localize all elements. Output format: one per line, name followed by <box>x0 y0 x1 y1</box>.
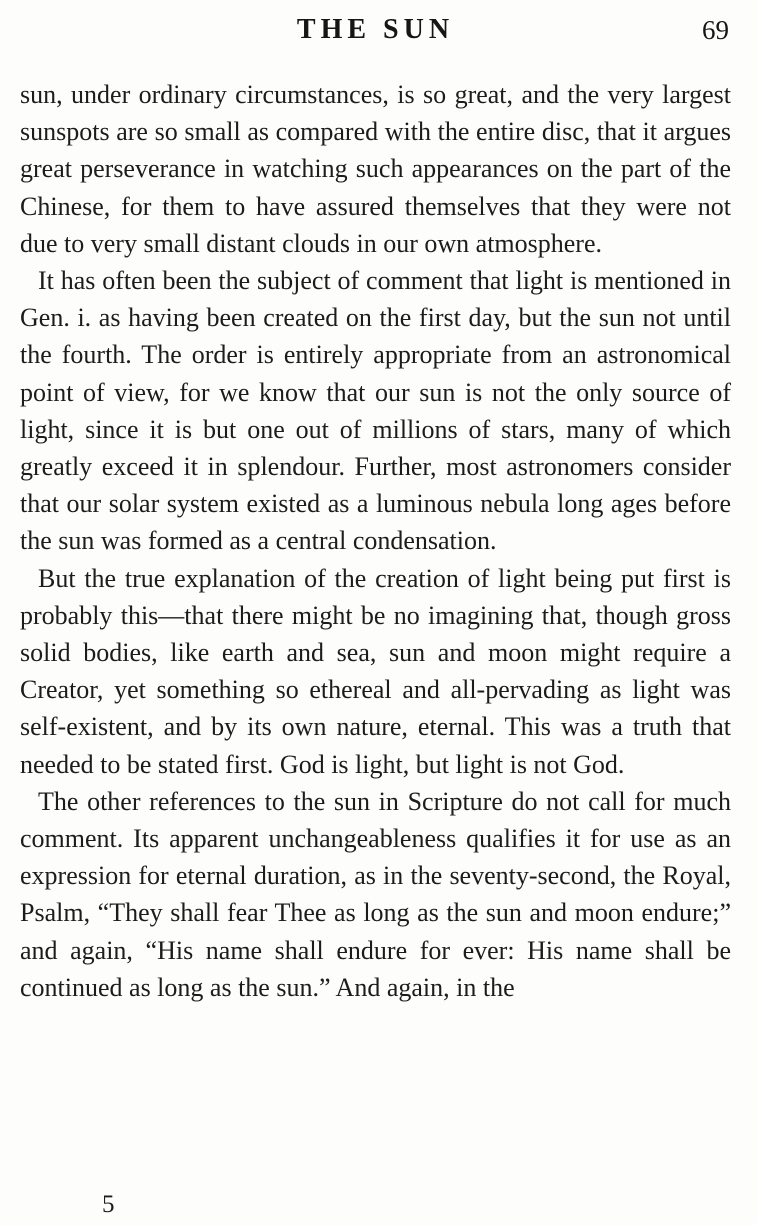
page-header <box>20 14 731 58</box>
paragraph: The other references to the sun in Scripture do not call for much comment. Its apparent unchangeableness qualifies it for use as an expression for eternal duration, as in the seventy-second, the Royal, Psalm, “They shall fear Thee as long as the sun and moon endure;” and again, “His name shall endure for ever: His name shall be continued as long as the sun.” And again, in the <box>20 786 731 1002</box>
page-body <box>20 76 731 1006</box>
paragraph: But the true explanation of the creation of light being put first is probably this—that there might be no imagining that, though gross solid bodies, like earth and sea, sun and moon might require a Creator, yet something so ethereal and all-pervading as light was self-existent, and by its own nature, eternal. This was a truth that needed to be stated first. God is light, but light is not God. <box>20 563 731 779</box>
signature-mark: 5 <box>102 1191 115 1218</box>
page-title: THE SUN <box>296 14 455 45</box>
paragraph: sun, under ordinary circumstances, is so great, and the very largest sunspots are so small as compared with the entire disc, that it argues great perseverance in watching such appearances on the part of the Chinese, for them to have assured themselves that they were not due to very small distant clouds in our own atmosphere. <box>20 80 731 258</box>
page-number: 69 <box>702 15 729 45</box>
paragraph: It has often been the subject of comment that light is mentioned in Gen. i. as having been created on the first day, but the sun not until the fourth. The order is entirely appropriate from an astronomical point of view, for we know that our sun is not the only source of light, since it is but one out of millions of stars, many of which greatly exceed it in splendour. Further, most astronomers consider that our solar system existed as a luminous nebula long ages before the sun was formed as a central condensation. <box>20 266 731 556</box>
